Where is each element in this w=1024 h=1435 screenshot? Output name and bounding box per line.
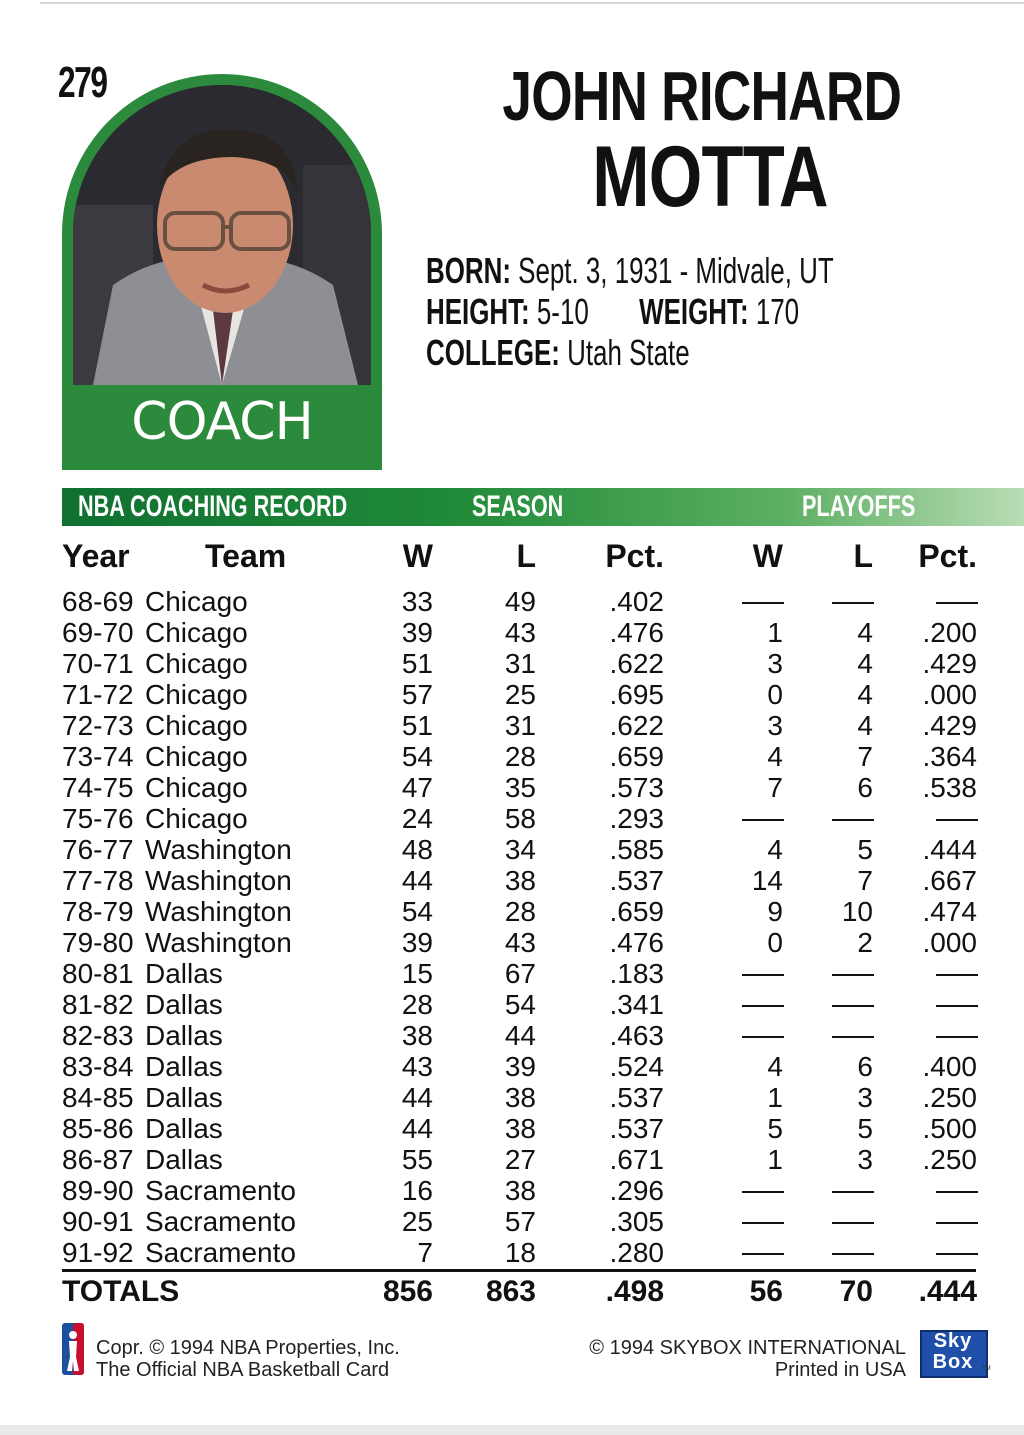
record-cell: 44	[504, 1020, 536, 1051]
bio-block	[426, 250, 834, 373]
height-weight-line	[426, 291, 834, 332]
printed-in-text: Printed in USA	[774, 1359, 906, 1381]
record-cell: 6	[857, 772, 873, 803]
record-cell: .659	[609, 741, 664, 772]
record-cell: 0	[767, 927, 783, 958]
record-cell: .537	[609, 1082, 664, 1113]
weight-value: 170	[755, 291, 800, 332]
record-cell: 51	[401, 710, 433, 741]
record-cell: 18	[504, 1237, 536, 1268]
totals-rule	[62, 1269, 976, 1272]
record-cell: 9	[767, 896, 783, 927]
record-cell: .280	[609, 1237, 664, 1268]
record-cell: 43	[504, 927, 536, 958]
born-line	[426, 250, 834, 291]
record-cell: 4	[857, 617, 873, 648]
college-value: Utah State	[567, 332, 690, 373]
record-cell: 58	[504, 803, 536, 834]
totals-season-w: 856	[382, 1275, 433, 1308]
no-playoffs-dash	[742, 1005, 784, 1007]
record-cell: Sacramento	[145, 1206, 296, 1237]
record-cell: 72-73	[62, 710, 134, 741]
record-cell: Chicago	[145, 586, 248, 617]
no-playoffs-dash	[742, 1222, 784, 1224]
record-cell: .296	[609, 1175, 664, 1206]
college-line	[426, 332, 834, 373]
record-cell: Dallas	[145, 989, 223, 1020]
record-cell: 25	[401, 1206, 433, 1237]
record-cell: 38	[504, 1113, 536, 1144]
record-cell: .402	[609, 586, 664, 617]
record-cell: 1	[767, 617, 783, 648]
record-cell: .444	[922, 834, 977, 865]
no-playoffs-dash	[832, 602, 874, 604]
record-cell: 7	[857, 865, 873, 896]
record-cell: 38	[504, 865, 536, 896]
record-cell: 47	[401, 772, 433, 803]
player-last-name: MOTTA	[592, 129, 828, 225]
record-cell: .500	[922, 1113, 977, 1144]
born-value: Sept. 3, 1931 - Midvale, UT	[518, 250, 834, 291]
record-cell: 90-91	[62, 1206, 134, 1237]
record-cell: 4	[857, 710, 873, 741]
born-label: BORN:	[426, 250, 511, 291]
record-cell: .000	[922, 679, 977, 710]
record-cell: .573	[609, 772, 664, 803]
record-cell: .400	[922, 1051, 977, 1082]
record-cell: 70-71	[62, 648, 134, 679]
record-cell: Chicago	[145, 710, 248, 741]
hdr-season-pct: Pct.	[605, 538, 664, 574]
record-cell: Chicago	[145, 772, 248, 803]
record-cell: 31	[504, 648, 536, 679]
record-cell: .476	[609, 927, 664, 958]
skybox-logo-icon	[916, 1330, 991, 1376]
no-playoffs-dash	[936, 1222, 978, 1224]
record-cell: Washington	[145, 927, 292, 958]
no-playoffs-dash	[936, 1191, 978, 1193]
record-cell: 43	[401, 1051, 433, 1082]
record-cell: 6	[857, 1051, 873, 1082]
record-cell: 75-76	[62, 803, 134, 834]
record-cell: 5	[857, 1113, 873, 1144]
record-cell: Chicago	[145, 679, 248, 710]
record-cell: 34	[504, 834, 536, 865]
record-cell: Chicago	[145, 648, 248, 679]
record-cell: 7	[767, 772, 783, 803]
record-cell: .463	[609, 1020, 664, 1051]
no-playoffs-dash	[936, 1005, 978, 1007]
record-cell: 55	[401, 1144, 433, 1175]
record-cell: 1	[767, 1082, 783, 1113]
record-cell: 24	[401, 803, 433, 834]
record-cell: 38	[504, 1082, 536, 1113]
no-playoffs-dash	[832, 1036, 874, 1038]
coach-photo-frame	[62, 74, 382, 470]
record-cell: .622	[609, 710, 664, 741]
record-cell: 39	[504, 1051, 536, 1082]
record-cell: 89-90	[62, 1175, 134, 1206]
record-cell: Washington	[145, 865, 292, 896]
record-cell: 15	[401, 958, 433, 989]
record-cell: 79-80	[62, 927, 134, 958]
record-cell: 44	[401, 1082, 433, 1113]
record-cell: .293	[609, 803, 664, 834]
totals-label: TOTALS	[62, 1275, 180, 1308]
no-playoffs-dash	[936, 1036, 978, 1038]
record-cell: 28	[401, 989, 433, 1020]
no-playoffs-dash	[936, 602, 978, 604]
record-cell: 51	[401, 648, 433, 679]
hdr-year: Year	[62, 538, 130, 574]
record-cell: 4	[767, 1051, 783, 1082]
totals-playoff-pct: .444	[918, 1275, 977, 1308]
no-playoffs-dash	[832, 974, 874, 976]
height-value: 5-10	[536, 291, 589, 332]
record-cell: .585	[609, 834, 664, 865]
record-cell: 16	[401, 1175, 433, 1206]
record-cell: 82-83	[62, 1020, 134, 1051]
record-cell: 54	[504, 989, 536, 1020]
record-cell: 84-85	[62, 1082, 134, 1113]
record-cell: 69-70	[62, 617, 134, 648]
record-cell: 28	[504, 896, 536, 927]
record-cell: .000	[922, 927, 977, 958]
record-cell: .341	[609, 989, 664, 1020]
hdr-team: Team	[205, 538, 287, 574]
card-number: 279	[58, 58, 107, 107]
hdr-playoff-pct: Pct.	[918, 538, 977, 574]
record-cell: .250	[922, 1144, 977, 1175]
record-cell: 54	[401, 741, 433, 772]
college-label: COLLEGE:	[426, 332, 560, 373]
no-playoffs-dash	[832, 1191, 874, 1193]
record-cell: 33	[401, 586, 433, 617]
hdr-playoff-l: L	[853, 538, 873, 574]
record-cell: 49	[504, 586, 536, 617]
record-cell: .671	[609, 1144, 664, 1175]
record-cell: 1	[767, 1144, 783, 1175]
record-cell: .537	[609, 865, 664, 896]
skybox-copyright: © 1994 SKYBOX INTERNATIONAL	[589, 1337, 906, 1359]
record-cell: Dallas	[145, 958, 223, 989]
record-cell: 4	[857, 648, 873, 679]
record-cell: Washington	[145, 834, 292, 865]
record-cell: Chicago	[145, 741, 248, 772]
record-cell: .524	[609, 1051, 664, 1082]
record-cell: 57	[504, 1206, 536, 1237]
record-cell: Sacramento	[145, 1237, 296, 1268]
record-cell: 76-77	[62, 834, 134, 865]
record-cell: 3	[857, 1082, 873, 1113]
record-cell: .364	[922, 741, 977, 772]
record-cell: Chicago	[145, 617, 248, 648]
band-title: NBA COACHING RECORD	[78, 490, 348, 523]
weight-label: WEIGHT:	[639, 291, 749, 332]
record-cell: 78-79	[62, 896, 134, 927]
record-cell: 35	[504, 772, 536, 803]
record-cell: .250	[922, 1082, 977, 1113]
record-cell: .476	[609, 617, 664, 648]
record-cell: Sacramento	[145, 1175, 296, 1206]
no-playoffs-dash	[742, 819, 784, 821]
no-playoffs-dash	[742, 602, 784, 604]
record-cell: 86-87	[62, 1144, 134, 1175]
record-cell: 5	[767, 1113, 783, 1144]
record-cell: 7	[417, 1237, 433, 1268]
official-card-text: The Official NBA Basketball Card	[96, 1359, 390, 1381]
record-cell: Dallas	[145, 1113, 223, 1144]
no-playoffs-dash	[936, 974, 978, 976]
record-cell: Dallas	[145, 1144, 223, 1175]
record-cell: 4	[857, 679, 873, 710]
no-playoffs-dash	[742, 1191, 784, 1193]
totals-playoff-l: 70	[839, 1275, 873, 1308]
record-cell: 25	[504, 679, 536, 710]
record-cell: 39	[401, 617, 433, 648]
height-label: HEIGHT:	[426, 291, 530, 332]
record-cell: 3	[767, 648, 783, 679]
record-cell: 2	[857, 927, 873, 958]
record-cell: 85-86	[62, 1113, 134, 1144]
record-cell: Dallas	[145, 1051, 223, 1082]
no-playoffs-dash	[936, 819, 978, 821]
record-cell: 5	[857, 834, 873, 865]
record-cell: .659	[609, 896, 664, 927]
record-cell: 67	[504, 958, 536, 989]
no-playoffs-dash	[936, 1253, 978, 1255]
record-cell: .667	[922, 865, 977, 896]
nba-logo-icon	[62, 1323, 84, 1375]
record-cell: 74-75	[62, 772, 134, 803]
band-season: SEASON	[472, 490, 564, 523]
no-playoffs-dash	[742, 974, 784, 976]
record-cell: .695	[609, 679, 664, 710]
nba-copyright: Copr. © 1994 NBA Properties, Inc.	[96, 1337, 400, 1359]
totals-playoff-w: 56	[749, 1275, 783, 1308]
record-cell: 81-82	[62, 989, 134, 1020]
record-cell: 31	[504, 710, 536, 741]
record-cell: .429	[922, 648, 977, 679]
record-cell: 77-78	[62, 865, 134, 896]
trademark-mark: TM	[982, 1366, 991, 1372]
band-playoffs: PLAYOFFS	[802, 490, 916, 523]
top-border	[40, 2, 1024, 4]
record-cell: 3	[857, 1144, 873, 1175]
player-first-names: JOHN RICHARD	[502, 57, 902, 135]
no-playoffs-dash	[742, 1036, 784, 1038]
record-cell: 48	[401, 834, 433, 865]
record-cell: 3	[767, 710, 783, 741]
position-label: COACH	[131, 392, 313, 452]
no-playoffs-dash	[832, 819, 874, 821]
record-cell: .200	[922, 617, 977, 648]
record-cell: Washington	[145, 896, 292, 927]
record-cell: .474	[922, 896, 977, 927]
record-cell: 27	[504, 1144, 536, 1175]
totals-season-l: 863	[485, 1275, 536, 1308]
record-cell: .305	[609, 1206, 664, 1237]
no-playoffs-dash	[832, 1222, 874, 1224]
record-cell: 68-69	[62, 586, 134, 617]
record-cell: 44	[401, 865, 433, 896]
skybox-logo-top: Sky	[933, 1330, 973, 1352]
record-cell: 54	[401, 896, 433, 927]
no-playoffs-dash	[832, 1253, 874, 1255]
hdr-season-w: W	[402, 538, 433, 574]
record-cell: 43	[504, 617, 536, 648]
record-cell: Dallas	[145, 1020, 223, 1051]
totals-season-pct: .498	[605, 1275, 664, 1308]
record-cell: 28	[504, 741, 536, 772]
record-cell: 4	[767, 834, 783, 865]
record-cell: 39	[401, 927, 433, 958]
hdr-season-l: L	[516, 538, 536, 574]
no-playoffs-dash	[832, 1005, 874, 1007]
record-cell: 57	[401, 679, 433, 710]
record-cell: 38	[504, 1175, 536, 1206]
record-cell: .622	[609, 648, 664, 679]
record-band	[62, 488, 1024, 526]
record-cell: 0	[767, 679, 783, 710]
record-cell: 80-81	[62, 958, 134, 989]
record-cell: Dallas	[145, 1082, 223, 1113]
record-cell: 7	[857, 741, 873, 772]
record-cell: 44	[401, 1113, 433, 1144]
record-cell: .538	[922, 772, 977, 803]
record-cell: .429	[922, 710, 977, 741]
skybox-logo-bottom: Box	[932, 1351, 974, 1373]
record-cell: .537	[609, 1113, 664, 1144]
hdr-playoff-w: W	[752, 538, 783, 574]
no-playoffs-dash	[742, 1253, 784, 1255]
record-cell: 91-92	[62, 1237, 134, 1268]
record-cell: Chicago	[145, 803, 248, 834]
record-cell: 73-74	[62, 741, 134, 772]
record-cell: 4	[767, 741, 783, 772]
record-cell: 14	[751, 865, 783, 896]
record-cell: 83-84	[62, 1051, 134, 1082]
record-cell: 10	[841, 896, 873, 927]
record-cell: 38	[401, 1020, 433, 1051]
record-cell: .183	[609, 958, 664, 989]
record-cell: 71-72	[62, 679, 134, 710]
coach-photo	[73, 85, 371, 385]
